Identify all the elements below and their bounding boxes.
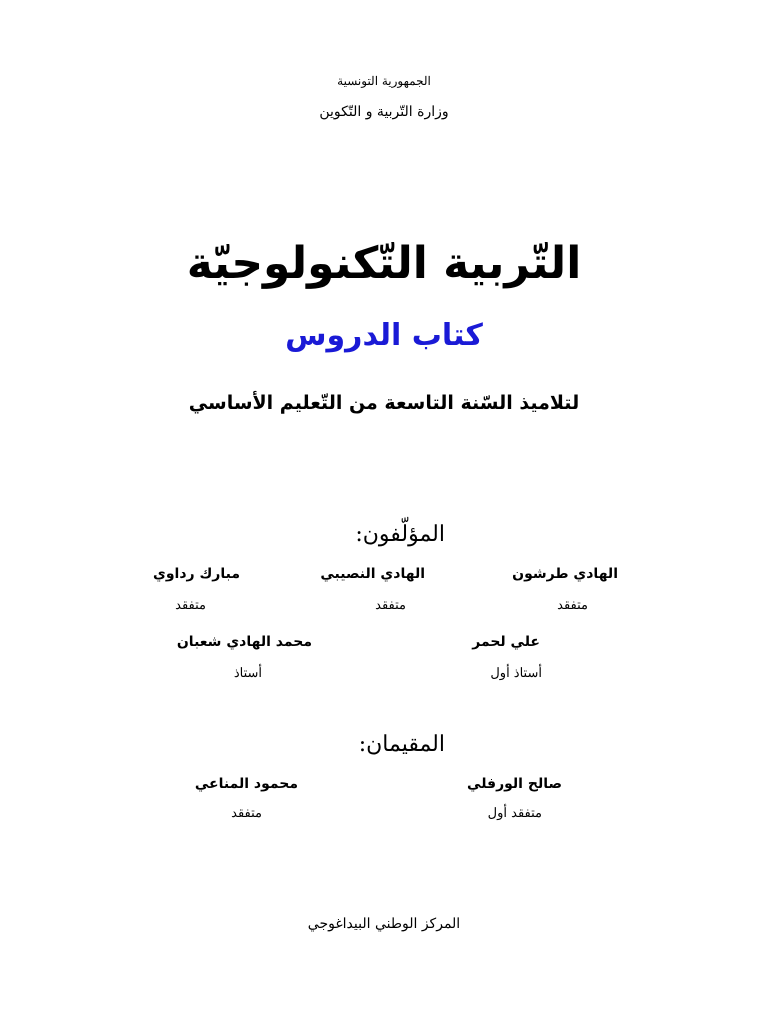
author-name: محمد الهادي شعبان <box>176 634 312 650</box>
target-audience: لتلاميذ السّنة التاسعة من التّعليم الأساسي <box>188 392 580 414</box>
country-name: الجمهورية التونسية <box>337 74 431 88</box>
author-name: علي لحمر <box>472 634 540 650</box>
author-role: أستاذ أول <box>490 666 542 681</box>
reviewer-role: متفقد أول <box>487 806 542 821</box>
author-name: الهادي طرشون <box>512 566 618 582</box>
reviewer-name: محمود المناعي <box>194 776 298 792</box>
author-name: الهادي النصيبي <box>320 566 425 582</box>
author-name: مبارك رداوي <box>153 566 240 582</box>
book-title: التّربية التّكنولوجيّة <box>186 238 582 289</box>
author-role: متفقد <box>175 598 206 613</box>
publisher-name: المركز الوطني البيداغوجي <box>307 916 461 932</box>
author-role: متفقد <box>375 598 406 613</box>
author-role: متفقد <box>557 598 588 613</box>
author-role: أستاذ <box>233 666 262 681</box>
book-subtitle: كتاب الدروس <box>285 318 483 353</box>
reviewer-name: صالح الورفلي <box>467 776 562 792</box>
ministry-name: وزارة التّربية و التّكوين <box>319 104 449 120</box>
reviewer-role: متفقد <box>231 806 262 821</box>
reviewers-heading: المقيمان: <box>358 732 445 757</box>
authors-heading: المؤلّفون: <box>355 522 445 547</box>
